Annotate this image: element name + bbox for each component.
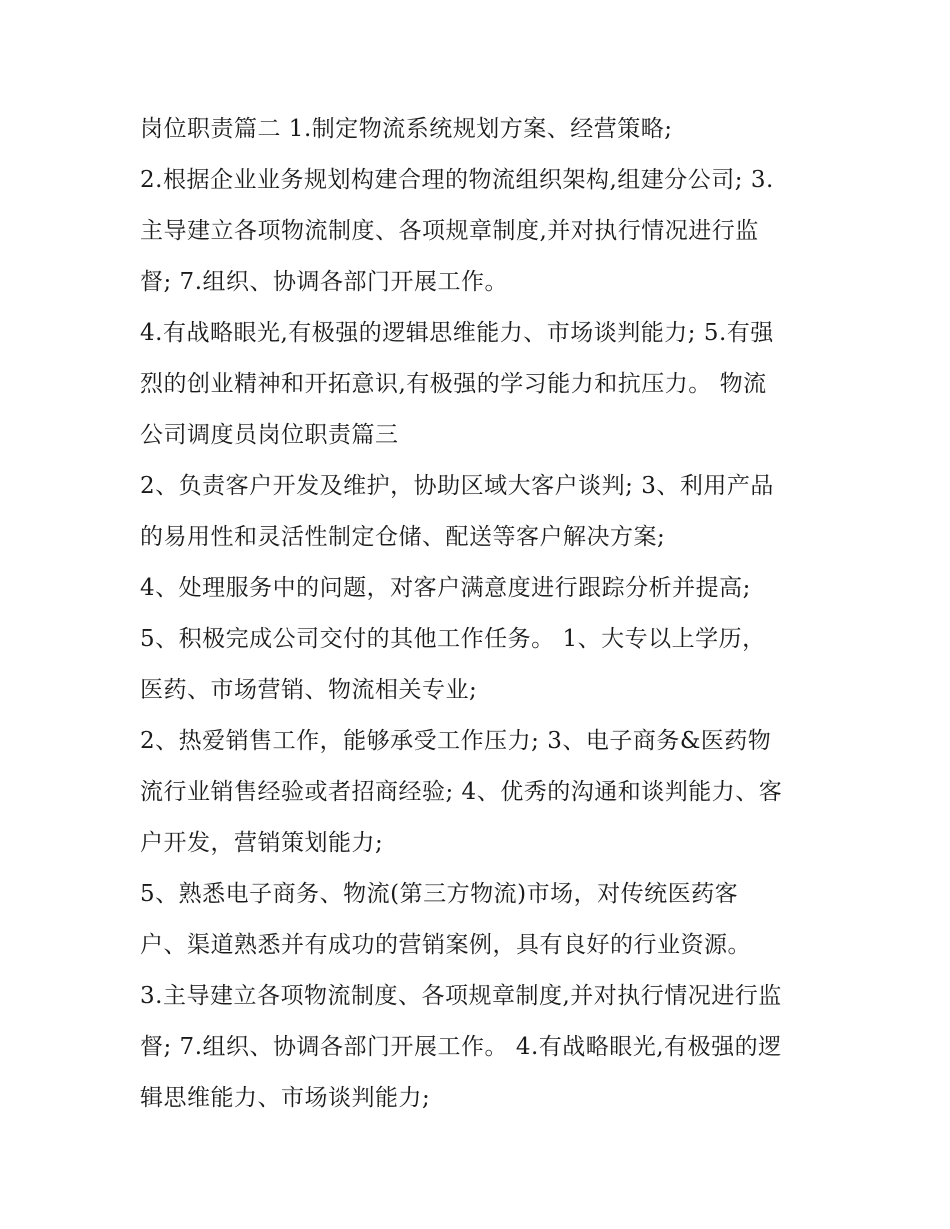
text-line-12: 医药、市场营销、物流相关专业; [140, 677, 478, 703]
document-body [140, 104, 820, 1124]
text-line-9: 的易用性和灵活性制定仓储、配送等客户解决方案; [140, 524, 666, 550]
text-line-14: 流行业销售经验或者招商经验; 4、优秀的沟通和谈判能力、客 [140, 779, 783, 805]
text-line-20: 辑思维能力、市场谈判能力; [140, 1085, 431, 1111]
text-line-5: 4.有战略眼光,有极强的逻辑思维能力、市场谈判能力; 5.有强 [140, 320, 774, 346]
text-line-1: 岗位职责篇二 1.制定物流系统规划方案、经营策略; [140, 116, 673, 142]
text-line-8: 2、负责客户开发及维护，协助区域大客户谈判; 3、利用产品 [140, 473, 774, 499]
text-line-15: 户开发，营销策划能力; [140, 830, 384, 856]
text-line-6: 烈的创业精神和开拓意识,有极强的学习能力和抗压力。 物流 [140, 371, 767, 397]
text-line-19: 督; 7.组织、协调各部门开展工作。 4.有战略眼光,有极强的逻 [140, 1034, 782, 1060]
text-line-4: 督; 7.组织、协调各部门开展工作。 [140, 269, 509, 295]
text-line-7: 公司调度员岗位职责篇三 [140, 422, 399, 448]
text-line-18: 3.主导建立各项物流制度、各项规章制度,并对执行情况进行监 [140, 983, 782, 1009]
text-line-13: 2、热爱销售工作，能够承受工作压力; 3、电子商务&医药物 [140, 728, 772, 754]
text-line-10: 4、处理服务中的问题，对客户满意度进行跟踪分析并提高; [140, 575, 751, 601]
text-line-2: 2.根据企业业务规划构建合理的物流组织架构,组建分公司; 3. [140, 167, 774, 193]
text-line-11: 5、积极完成公司交付的其他工作任务。 1、大专以上学历， [140, 626, 766, 652]
text-line-3: 主导建立各项物流制度、各项规章制度,并对执行情况进行监 [140, 218, 759, 244]
text-line-16: 5、熟悉电子商务、物流(第三方物流)市场，对传统医药客 [140, 881, 739, 907]
text-line-17: 户、渠道熟悉并有成功的营销案例，具有良好的行业资源。 [140, 932, 751, 958]
